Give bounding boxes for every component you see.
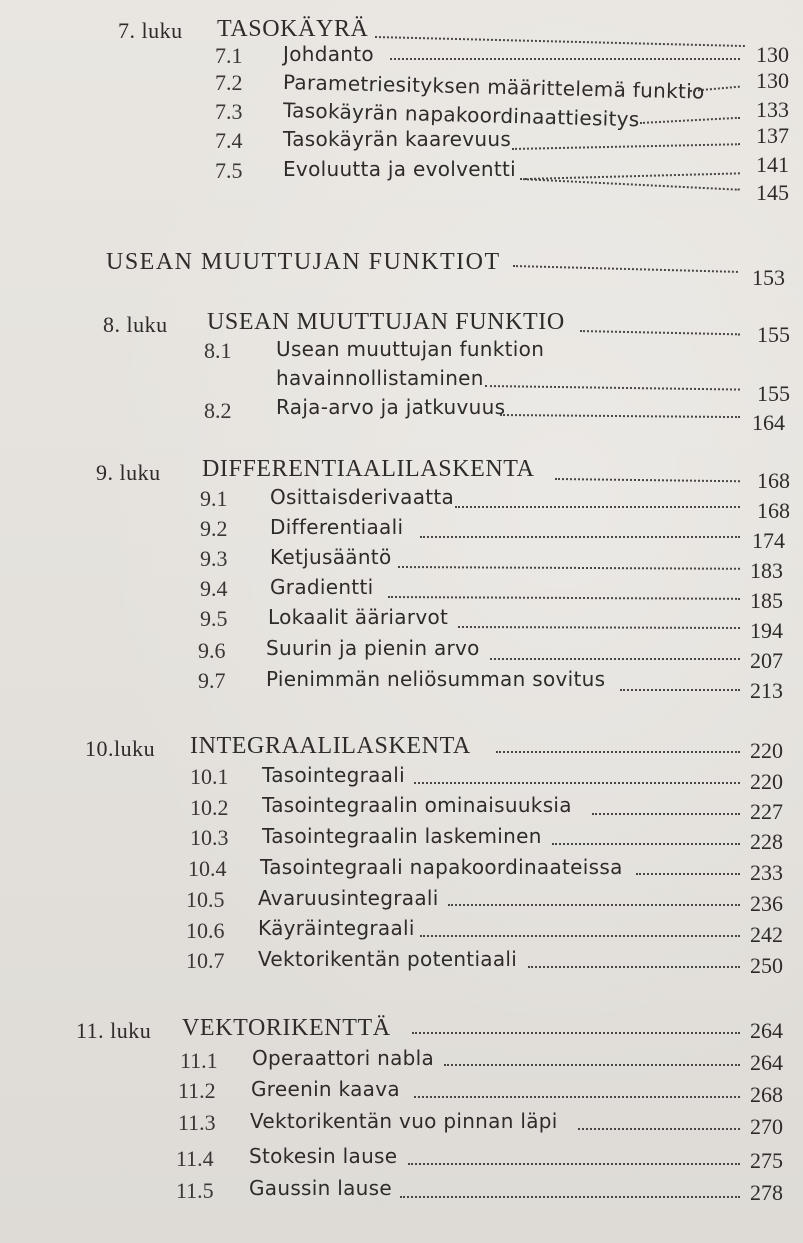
section-9-6-leader xyxy=(490,658,740,660)
section-10-3-number: 10.3 xyxy=(190,825,229,850)
section-11-5-leader xyxy=(400,1196,740,1198)
section-7-5-number: 7.5 xyxy=(215,158,243,183)
section-7-5-page: 141 xyxy=(756,152,789,177)
section-8-1-title-line2: havainnollistaminen xyxy=(276,366,484,390)
chapter-10-page: 220 xyxy=(750,738,783,763)
section-9-5-page: 194 xyxy=(750,618,783,643)
section-11-2-title: Greenin kaava xyxy=(251,1077,400,1101)
section-9-2-title: Differentiaali xyxy=(270,515,404,539)
section-10-3-page: 228 xyxy=(750,829,783,854)
section-10-4-title: Tasointegraali napakoordinaateissa xyxy=(260,855,623,879)
section-11-5-title: Gaussin lause xyxy=(249,1176,392,1200)
chapter-9-leader xyxy=(555,478,740,482)
section-11-2-number: 11.2 xyxy=(178,1078,216,1103)
section-11-4-leader xyxy=(408,1163,740,1165)
section-9-4-leader xyxy=(388,596,740,600)
section-10-7-number: 10.7 xyxy=(186,948,225,973)
section-11-2-leader xyxy=(414,1096,740,1098)
section-10-2-title: Tasointegraalin ominaisuuksia xyxy=(262,793,572,817)
section-10-5-leader xyxy=(448,904,740,906)
section-10-1-leader xyxy=(414,782,740,784)
chapter-7-leader xyxy=(375,36,745,47)
section-11-5-page: 278 xyxy=(750,1180,783,1205)
section-11-1-page: 264 xyxy=(750,1050,783,1075)
section-9-1-page: 168 xyxy=(757,498,790,523)
section-9-2-leader xyxy=(420,536,740,538)
chapter-7-title: TASOKÄYRÄ xyxy=(217,16,369,42)
section-10-5-title: Avaruusintegraali xyxy=(258,886,439,910)
section-10-4-number: 10.4 xyxy=(188,856,227,881)
section-10-1-title: Tasointegraali xyxy=(262,763,405,787)
chapter-9-title: DIFFERENTIAALILASKENTA xyxy=(202,456,535,482)
section-9-7-page: 213 xyxy=(750,678,783,703)
section-10-6-number: 10.6 xyxy=(186,918,225,943)
section-9-2-page: 174 xyxy=(752,528,785,553)
section-11-4-page: 275 xyxy=(750,1148,783,1173)
section-7-2-title: Parametriesityksen määrittelemä funktio xyxy=(282,70,705,104)
section-7-3-number: 7.3 xyxy=(215,99,243,124)
chapter-8-page: 155 xyxy=(757,322,790,347)
section-8-2-leader xyxy=(500,414,740,418)
section-9-7-leader xyxy=(620,689,740,691)
section-10-3-leader xyxy=(552,843,740,845)
section-11-3-title: Vektorikentän vuo pinnan läpi xyxy=(250,1109,558,1133)
section-10-7-title: Vektorikentän potentiaali xyxy=(258,947,518,971)
section-11-4-title: Stokesin lause xyxy=(249,1144,398,1168)
section-11-3-number: 11.3 xyxy=(178,1110,216,1135)
section-10-6-page: 242 xyxy=(750,922,783,947)
section-9-7-title: Pienimmän neliösumman sovitus xyxy=(266,667,606,691)
chapter-7-label: 7. luku xyxy=(118,18,183,43)
section-7-4-leader xyxy=(512,143,740,150)
section-11-5-number: 11.5 xyxy=(176,1178,214,1203)
section-8-1-leader xyxy=(485,385,740,391)
section-7-3-title: Tasokäyrän napakoordinaattiesitys xyxy=(282,98,640,132)
section-10-2-number: 10.2 xyxy=(190,795,229,820)
section-7-4-page: 137 xyxy=(756,123,789,148)
section-10-3-title: Tasointegraalin laskeminen xyxy=(262,824,542,848)
section-7-1-number: 7.1 xyxy=(215,43,243,68)
section-9-5-title: Lokaalit ääriarvot xyxy=(268,605,449,629)
chapter-11-leader xyxy=(412,1032,740,1034)
section-8-1-title-line1: Usean muuttujan funktion xyxy=(276,337,545,361)
section-9-4-number: 9.4 xyxy=(200,576,228,601)
section-10-5-page: 236 xyxy=(750,891,783,916)
chapter-10-title: INTEGRAALILASKENTA xyxy=(190,733,471,759)
section-8-2-title: Raja-arvo ja jatkuvuus xyxy=(276,395,506,419)
chapter-10-leader xyxy=(496,751,740,753)
section-9-7-number: 9.7 xyxy=(198,668,226,693)
section-7-2-number: 7.2 xyxy=(215,70,243,95)
section-9-2-number: 9.2 xyxy=(200,516,228,541)
part-title-page: 153 xyxy=(752,265,785,290)
chapter-9-page: 168 xyxy=(757,468,790,493)
section-9-6-page: 207 xyxy=(750,648,783,673)
chapter-11-page: 264 xyxy=(750,1018,783,1043)
section-10-7-page: 250 xyxy=(750,953,783,978)
section-9-3-page: 183 xyxy=(750,558,783,583)
section-9-5-number: 9.5 xyxy=(200,606,228,631)
section-10-7-leader xyxy=(528,966,740,968)
section-9-5-leader xyxy=(458,626,740,629)
section-9-6-number: 9.6 xyxy=(198,638,226,663)
section-10-6-title: Käyräintegraali xyxy=(258,916,415,940)
section-10-5-number: 10.5 xyxy=(186,887,225,912)
chapter-8-label: 8. luku xyxy=(103,312,168,337)
section-7-4-title: Tasokäyrän kaarevuus xyxy=(283,127,512,151)
section-10-2-page: 227 xyxy=(750,799,783,824)
chapter-11-title: VEKTORIKENTTÄ xyxy=(182,1015,391,1041)
section-10-4-page: 233 xyxy=(750,860,783,885)
section-8-1-page: 155 xyxy=(757,381,790,406)
chapter-10-label: 10.luku xyxy=(85,736,156,761)
section-9-3-leader xyxy=(398,566,740,570)
section-9-1-title: Osittaisderivaatta xyxy=(270,485,455,509)
section-8-2-page: 164 xyxy=(752,410,785,435)
section-9-1-number: 9.1 xyxy=(200,486,228,511)
section-10-1-page: 220 xyxy=(750,769,783,794)
section-7-4-number: 7.4 xyxy=(215,128,243,153)
section-11-1-leader xyxy=(444,1064,740,1066)
chapter-7-extra-page: 145 xyxy=(756,180,789,205)
section-9-6-title: Suurin ja pienin arvo xyxy=(266,636,480,660)
part-title: USEAN MUUTTUJAN FUNKTIOT xyxy=(106,249,501,275)
chapter-8-title: USEAN MUUTTUJAN FUNKTIO xyxy=(207,309,565,335)
section-9-4-page: 185 xyxy=(750,588,783,613)
section-11-1-title: Operaattori nabla xyxy=(252,1046,435,1070)
chapter-8-leader xyxy=(580,330,740,335)
section-10-6-leader xyxy=(420,935,740,937)
section-11-1-number: 11.1 xyxy=(180,1048,218,1073)
section-11-2-page: 268 xyxy=(750,1082,783,1107)
section-7-1-page: 130 xyxy=(756,42,789,67)
section-11-3-leader xyxy=(578,1128,740,1130)
section-11-4-number: 11.4 xyxy=(176,1146,214,1171)
section-7-3-page: 133 xyxy=(756,97,789,122)
section-9-3-number: 9.3 xyxy=(200,546,228,571)
section-7-1-leader xyxy=(390,58,740,60)
chapter-7-extra-leader xyxy=(520,178,740,191)
section-7-3-leader xyxy=(640,117,740,124)
section-11-3-page: 270 xyxy=(750,1114,783,1139)
section-7-1-title: Johdanto xyxy=(283,42,374,66)
section-10-4-leader xyxy=(636,873,740,875)
chapter-11-label: 11. luku xyxy=(76,1018,152,1043)
section-9-3-title: Ketjusääntö xyxy=(270,545,392,569)
section-9-1-leader xyxy=(455,506,740,508)
chapter-9-label: 9. luku xyxy=(96,460,161,485)
section-8-1-number: 8.1 xyxy=(204,338,232,363)
section-7-2-page: 130 xyxy=(756,68,789,93)
part-title-leader xyxy=(513,265,738,273)
section-7-5-title: Evoluutta ja evolventti xyxy=(283,157,516,181)
section-9-4-title: Gradientti xyxy=(270,575,374,599)
section-10-1-number: 10.1 xyxy=(190,764,229,789)
section-8-2-number: 8.2 xyxy=(204,398,232,423)
section-10-2-leader xyxy=(592,813,740,815)
